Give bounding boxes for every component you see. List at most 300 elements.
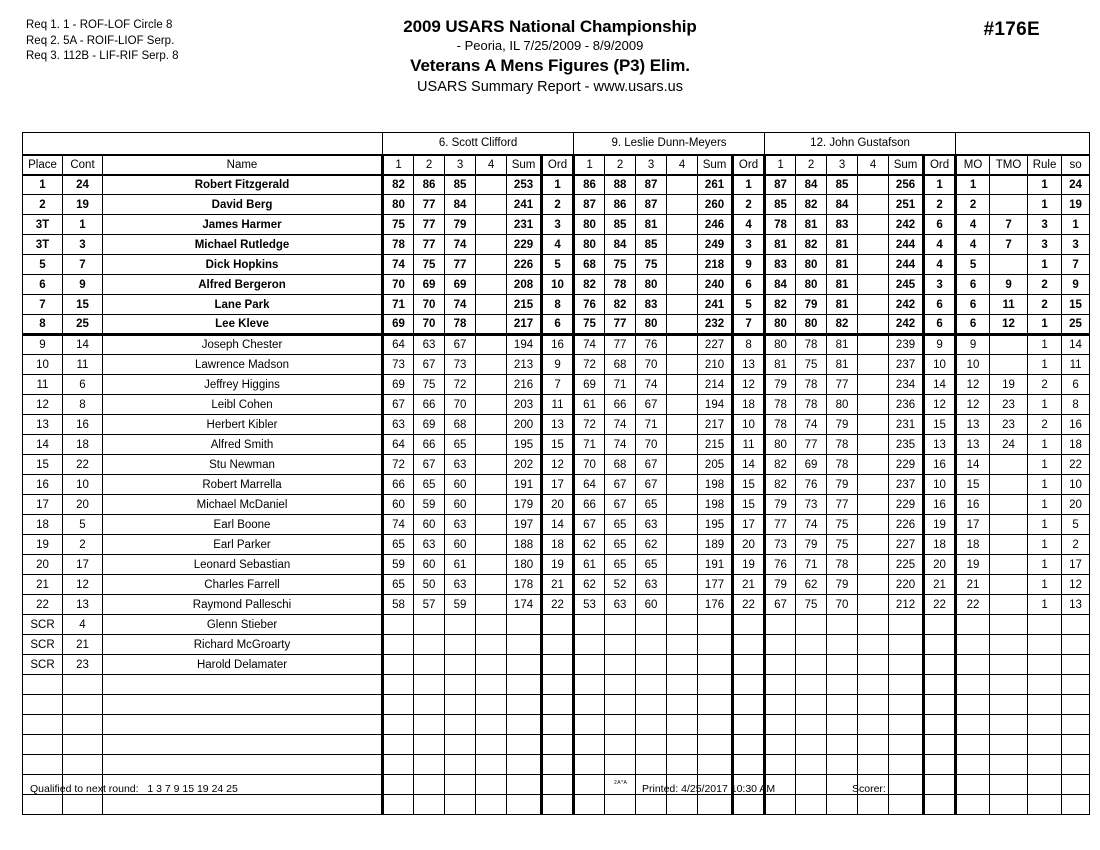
cell-j3-fig2: 69 — [796, 455, 827, 475]
cell-j3-fig3: 80 — [827, 395, 858, 415]
table-row[interactable] — [23, 555, 1090, 575]
cell-rule: 1 — [1028, 355, 1062, 375]
cell-j1-fig1 — [383, 735, 414, 755]
cell-j2-sum — [698, 795, 733, 815]
cell-j3-ord — [924, 695, 956, 715]
col-header-j3-ord: Ord — [924, 155, 956, 175]
cell-cont: 16 — [63, 415, 103, 435]
cell-j1-fig1: 73 — [383, 355, 414, 375]
cell-j3-fig3 — [827, 755, 858, 775]
cell-name: Earl Boone — [103, 515, 383, 535]
cell-name: Michael McDaniel — [103, 495, 383, 515]
cell-j3-fig3: 75 — [827, 515, 858, 535]
cell-j1-fig1: 75 — [383, 215, 414, 235]
cell-j2-fig4 — [667, 175, 698, 195]
cell-j2-fig4 — [667, 355, 698, 375]
cell-j1-fig4 — [476, 695, 507, 715]
cell-j2-sum — [698, 695, 733, 715]
cell-j3-fig2: 78 — [796, 395, 827, 415]
cell-j1-sum: 208 — [507, 275, 542, 295]
cell-j2-fig2: 63 — [605, 595, 636, 615]
cell-j2-fig1: 66 — [574, 495, 605, 515]
cell-j1-ord: 15 — [542, 435, 574, 455]
table-row[interactable] — [23, 675, 1090, 695]
cell-j1-sum: 215 — [507, 295, 542, 315]
cell-j2-fig4 — [667, 335, 698, 355]
cell-tmo — [990, 555, 1028, 575]
cell-j2-ord: 10 — [733, 415, 765, 435]
cell-name: Glenn Stieber — [103, 615, 383, 635]
cell-j3-fig4 — [858, 355, 889, 375]
cell-so: 22 — [1062, 455, 1090, 475]
cell-rule — [1028, 715, 1062, 735]
table-row[interactable] — [23, 695, 1090, 715]
cell-j3-fig2 — [796, 675, 827, 695]
requirement-line-1: Req 1. 1 - ROF-LOF Circle 8 — [26, 19, 173, 31]
cell-j3-fig4 — [858, 395, 889, 415]
cell-j3-fig4 — [858, 555, 889, 575]
cell-rule — [1028, 775, 1062, 795]
cell-mo — [956, 695, 990, 715]
table-row[interactable] — [23, 475, 1090, 495]
cell-rule: 1 — [1028, 535, 1062, 555]
cell-cont: 21 — [63, 635, 103, 655]
cell-j2-fig1: 69 — [574, 375, 605, 395]
cell-j3-fig4 — [858, 495, 889, 515]
cell-j1-fig1: 78 — [383, 235, 414, 255]
cell-j3-sum: 212 — [889, 595, 924, 615]
cell-j2-fig3: 67 — [636, 475, 667, 495]
cell-j2-fig4 — [667, 475, 698, 495]
cell-so — [1062, 775, 1090, 795]
table-row[interactable] — [23, 355, 1090, 375]
cell-j1-sum — [507, 735, 542, 755]
cell-mo: 21 — [956, 575, 990, 595]
cell-j1-fig2 — [414, 775, 445, 795]
cell-j1-ord: 20 — [542, 495, 574, 515]
cell-j2-fig3: 87 — [636, 175, 667, 195]
table-row[interactable] — [23, 535, 1090, 555]
cell-j3-fig2: 77 — [796, 435, 827, 455]
cell-name: Robert Marrella — [103, 475, 383, 495]
cell-j3-fig2 — [796, 755, 827, 775]
col-header-tmo: TMO — [990, 155, 1028, 175]
cell-cont: 1 — [63, 215, 103, 235]
cell-j1-fig3: 60 — [445, 475, 476, 495]
cell-j2-ord: 21 — [733, 575, 765, 595]
cell-name: Michael Rutledge — [103, 235, 383, 255]
cell-j2-sum: 260 — [698, 195, 733, 215]
cell-name: David Berg — [103, 195, 383, 215]
cell-j2-ord — [733, 795, 765, 815]
cell-rule — [1028, 755, 1062, 775]
cell-j3-fig1 — [765, 795, 796, 815]
cell-j1-sum — [507, 715, 542, 735]
cell-so: 1 — [1062, 215, 1090, 235]
cell-j3-sum: 225 — [889, 555, 924, 575]
cell-j2-fig3: 67 — [636, 395, 667, 415]
qualified-numbers: 1 3 7 9 15 19 24 25 — [147, 783, 238, 795]
cell-rule: 1 — [1028, 595, 1062, 615]
cell-j1-fig4 — [476, 475, 507, 495]
cell-rule — [1028, 615, 1062, 635]
cell-j2-fig3 — [636, 655, 667, 675]
cell-j2-ord: 8 — [733, 335, 765, 355]
cell-so — [1062, 695, 1090, 715]
cell-j3-fig4 — [858, 595, 889, 615]
cell-j1-fig1 — [383, 615, 414, 635]
cell-j1-sum: 241 — [507, 195, 542, 215]
cell-so: 25 — [1062, 315, 1090, 335]
table-row[interactable] — [23, 495, 1090, 515]
table-row[interactable] — [23, 575, 1090, 595]
table-row[interactable] — [23, 235, 1090, 255]
cell-j2-fig3 — [636, 715, 667, 735]
cell-j3-fig4 — [858, 655, 889, 675]
cell-j3-fig3: 78 — [827, 455, 858, 475]
table-row[interactable] — [23, 295, 1090, 315]
cell-j3-ord: 19 — [924, 515, 956, 535]
cell-j2-fig1: 75 — [574, 315, 605, 335]
table-row[interactable] — [23, 215, 1090, 235]
cell-j3-fig2: 82 — [796, 195, 827, 215]
cell-j1-fig3 — [445, 735, 476, 755]
requirement-line-2: Req 2. 5A - ROIF-LIOF Serp. — [26, 34, 175, 47]
cell-place: 14 — [23, 435, 63, 455]
cell-cont: 25 — [63, 315, 103, 335]
cell-place: SCR — [23, 635, 63, 655]
cell-j2-ord: 14 — [733, 455, 765, 475]
cell-cont: 13 — [63, 595, 103, 615]
cell-j1-fig3: 60 — [445, 535, 476, 555]
cell-tmo — [990, 575, 1028, 595]
cell-j2-ord: 9 — [733, 255, 765, 275]
table-row[interactable] — [23, 655, 1090, 675]
results-table-body — [23, 133, 1090, 815]
cell-j1-fig1 — [383, 795, 414, 815]
cell-rule: 1 — [1028, 335, 1062, 355]
cell-j3-ord: 18 — [924, 535, 956, 555]
cell-j3-fig2: 79 — [796, 295, 827, 315]
cell-so: 19 — [1062, 195, 1090, 215]
cell-cont: 12 — [63, 575, 103, 595]
cell-j3-fig2 — [796, 715, 827, 735]
cell-j1-fig3: 63 — [445, 455, 476, 475]
cell-j2-fig2: 67 — [605, 475, 636, 495]
cell-j2-fig3: 63 — [636, 575, 667, 595]
cell-j3-fig2 — [796, 735, 827, 755]
cell-j2-ord: 18 — [733, 395, 765, 415]
cell-j2-fig4 — [667, 315, 698, 335]
table-row[interactable] — [23, 515, 1090, 535]
cell-j2-fig3 — [636, 795, 667, 815]
cell-j3-fig2 — [796, 695, 827, 715]
cell-rule — [1028, 695, 1062, 715]
cell-j3-fig1 — [765, 735, 796, 755]
table-row[interactable] — [23, 455, 1090, 475]
cell-j2-fig1 — [574, 715, 605, 735]
table-row[interactable] — [23, 415, 1090, 435]
cell-j2-fig4 — [667, 615, 698, 635]
cell-cont — [63, 675, 103, 695]
cell-name — [103, 795, 383, 815]
cell-j1-ord — [542, 755, 574, 775]
cell-j1-ord — [542, 655, 574, 675]
table-row[interactable] — [23, 375, 1090, 395]
cell-j3-fig2: 71 — [796, 555, 827, 575]
cell-mo: 18 — [956, 535, 990, 555]
cell-j3-fig3 — [827, 635, 858, 655]
cell-j3-sum: 242 — [889, 295, 924, 315]
cell-j3-ord: 4 — [924, 255, 956, 275]
cell-name: Harold Delamater — [103, 655, 383, 675]
cell-j3-fig2: 80 — [796, 275, 827, 295]
cell-j3-fig3: 84 — [827, 195, 858, 215]
cell-j2-ord: 3 — [733, 235, 765, 255]
cell-cont: 6 — [63, 375, 103, 395]
table-row[interactable] — [23, 715, 1090, 735]
cell-j2-sum: 214 — [698, 375, 733, 395]
cell-j3-fig3: 78 — [827, 435, 858, 455]
table-row[interactable] — [23, 755, 1090, 775]
cell-mo: 5 — [956, 255, 990, 275]
cell-cont: 5 — [63, 515, 103, 535]
cell-j1-fig3 — [445, 675, 476, 695]
cell-j2-fig3: 63 — [636, 515, 667, 535]
cell-mo: 19 — [956, 555, 990, 575]
cell-place — [23, 695, 63, 715]
cell-j3-ord: 14 — [924, 375, 956, 395]
cell-j1-fig2 — [414, 695, 445, 715]
requirement-line-3: Req 3. 112B - LIF-RIF Serp. 8 — [26, 50, 179, 62]
cell-j2-fig3: 75 — [636, 255, 667, 275]
cell-j1-fig2: 75 — [414, 375, 445, 395]
cell-j3-sum: 245 — [889, 275, 924, 295]
cell-j2-sum — [698, 735, 733, 755]
cell-name: Herbert Kibler — [103, 415, 383, 435]
cell-place: 3T — [23, 215, 63, 235]
cell-tmo — [990, 775, 1028, 795]
cell-cont: 19 — [63, 195, 103, 215]
cell-rule: 1 — [1028, 555, 1062, 575]
cell-j1-fig2: 66 — [414, 435, 445, 455]
cell-j2-fig4 — [667, 275, 698, 295]
cell-j1-fig4 — [476, 535, 507, 555]
cell-so — [1062, 755, 1090, 775]
cell-j2-fig2: 75 — [605, 255, 636, 275]
cell-rule: 1 — [1028, 255, 1062, 275]
cell-j2-fig1: 61 — [574, 555, 605, 575]
cell-j2-fig2 — [605, 615, 636, 635]
cell-j3-ord: 4 — [924, 235, 956, 255]
table-row[interactable] — [23, 255, 1090, 275]
cell-j1-ord: 8 — [542, 295, 574, 315]
cell-j1-fig2: 70 — [414, 295, 445, 315]
cell-tmo: 7 — [990, 235, 1028, 255]
cell-j3-fig3: 81 — [827, 255, 858, 275]
cell-j2-fig2: 65 — [605, 555, 636, 575]
cell-j2-fig1: 62 — [574, 535, 605, 555]
table-row[interactable] — [23, 615, 1090, 635]
cell-j3-fig4 — [858, 175, 889, 195]
cell-j1-sum: 178 — [507, 575, 542, 595]
cell-j1-fig3: 73 — [445, 355, 476, 375]
cell-j2-fig1 — [574, 695, 605, 715]
cell-j3-fig3: 78 — [827, 555, 858, 575]
cell-rule: 1 — [1028, 175, 1062, 195]
cell-j3-fig1: 82 — [765, 455, 796, 475]
cell-j1-fig4 — [476, 195, 507, 215]
cell-j1-fig4 — [476, 635, 507, 655]
cell-j2-fig1: 72 — [574, 355, 605, 375]
cell-j2-fig2: 52 — [605, 575, 636, 595]
cell-j3-fig1 — [765, 675, 796, 695]
cell-j3-fig2: 74 — [796, 515, 827, 535]
cell-j1-fig2: 75 — [414, 255, 445, 275]
cell-j1-ord: 4 — [542, 235, 574, 255]
cell-j3-fig3: 77 — [827, 495, 858, 515]
cell-tmo — [990, 255, 1028, 275]
cell-cont — [63, 695, 103, 715]
cell-j2-sum: 198 — [698, 475, 733, 495]
cell-j1-sum: 213 — [507, 355, 542, 375]
table-row[interactable] — [23, 435, 1090, 455]
cell-j2-fig1: 71 — [574, 435, 605, 455]
cell-j1-sum: 253 — [507, 175, 542, 195]
table-row[interactable] — [23, 395, 1090, 415]
table-row[interactable] — [23, 175, 1090, 195]
cell-mo: 13 — [956, 415, 990, 435]
col-header-j1-fig3: 3 — [445, 155, 476, 175]
table-row[interactable] — [23, 195, 1090, 215]
cell-place — [23, 755, 63, 775]
cell-j1-ord: 7 — [542, 375, 574, 395]
cell-j3-fig1: 87 — [765, 175, 796, 195]
cell-j1-sum — [507, 655, 542, 675]
cell-j3-fig2: 80 — [796, 315, 827, 335]
cell-j3-sum — [889, 795, 924, 815]
cell-mo — [956, 675, 990, 695]
cell-tmo — [990, 675, 1028, 695]
table-row[interactable] — [23, 735, 1090, 755]
cell-j1-fig4 — [476, 795, 507, 815]
cell-name: Raymond Palleschi — [103, 595, 383, 615]
cell-j2-fig1 — [574, 755, 605, 775]
cell-j2-ord: 17 — [733, 515, 765, 535]
table-row[interactable] — [23, 335, 1090, 355]
cell-j3-fig2 — [796, 655, 827, 675]
cell-j1-fig2: 60 — [414, 555, 445, 575]
col-header-j2-ord: Ord — [733, 155, 765, 175]
cell-j1-fig2: 77 — [414, 235, 445, 255]
cell-name: Joseph Chester — [103, 335, 383, 355]
cell-j3-fig1 — [765, 635, 796, 655]
cell-so: 17 — [1062, 555, 1090, 575]
cell-j2-sum — [698, 635, 733, 655]
cell-rule: 1 — [1028, 575, 1062, 595]
cell-j1-fig4 — [476, 735, 507, 755]
cell-cont: 18 — [63, 435, 103, 455]
cell-place: 8 — [23, 315, 63, 335]
cell-j3-fig2: 78 — [796, 375, 827, 395]
cell-j3-sum: 236 — [889, 395, 924, 415]
cell-so: 24 — [1062, 175, 1090, 195]
cell-mo: 10 — [956, 355, 990, 375]
cell-j3-ord: 16 — [924, 495, 956, 515]
cell-j2-sum: 218 — [698, 255, 733, 275]
cell-j1-fig1: 69 — [383, 375, 414, 395]
cell-j2-fig1: 62 — [574, 575, 605, 595]
cell-j1-sum: 180 — [507, 555, 542, 575]
cell-mo: 6 — [956, 295, 990, 315]
cell-j2-sum: 195 — [698, 515, 733, 535]
cell-j3-fig2: 75 — [796, 595, 827, 615]
cell-j1-fig2: 63 — [414, 335, 445, 355]
cell-j1-fig3: 77 — [445, 255, 476, 275]
cell-j2-sum — [698, 755, 733, 775]
cell-j1-ord — [542, 635, 574, 655]
table-row[interactable] — [23, 275, 1090, 295]
cell-j2-sum: 177 — [698, 575, 733, 595]
cell-j2-fig4 — [667, 635, 698, 655]
cell-j2-fig4 — [667, 515, 698, 535]
cell-place: 9 — [23, 335, 63, 355]
event-location-date: - Peoria, IL 7/25/2009 - 8/9/2009 — [456, 38, 644, 53]
cell-j1-sum: 188 — [507, 535, 542, 555]
cell-j2-fig2: 85 — [605, 215, 636, 235]
table-row[interactable] — [23, 595, 1090, 615]
cell-j2-sum: 198 — [698, 495, 733, 515]
cell-j1-fig2: 59 — [414, 495, 445, 515]
cell-j2-fig3: 62 — [636, 535, 667, 555]
cell-rule: 2 — [1028, 415, 1062, 435]
table-row[interactable] — [23, 795, 1090, 815]
cell-j1-fig2: 65 — [414, 475, 445, 495]
cell-j2-fig3: 70 — [636, 355, 667, 375]
cell-j1-fig3: 70 — [445, 395, 476, 415]
cell-tmo — [990, 175, 1028, 195]
judge-banner-row — [23, 133, 1090, 155]
table-row[interactable] — [23, 635, 1090, 655]
cell-j3-fig1: 84 — [765, 275, 796, 295]
cell-j2-fig4 — [667, 195, 698, 215]
cell-tmo — [990, 535, 1028, 555]
cell-cont: 4 — [63, 615, 103, 635]
cell-j1-ord: 9 — [542, 355, 574, 375]
cell-j1-fig3: 59 — [445, 595, 476, 615]
cell-j2-fig2: 66 — [605, 395, 636, 415]
cell-j3-fig1 — [765, 695, 796, 715]
cell-tmo — [990, 635, 1028, 655]
cell-j2-fig2 — [605, 635, 636, 655]
cell-j1-fig3: 60 — [445, 495, 476, 515]
cell-j2-ord — [733, 735, 765, 755]
cell-j3-fig3 — [827, 735, 858, 755]
cell-j2-fig2 — [605, 675, 636, 695]
cell-j1-ord: 10 — [542, 275, 574, 295]
table-row[interactable] — [23, 315, 1090, 335]
cell-tmo: 19 — [990, 375, 1028, 395]
cell-j3-ord: 10 — [924, 475, 956, 495]
cell-j3-fig1: 73 — [765, 535, 796, 555]
cell-j1-fig1: 71 — [383, 295, 414, 315]
col-header-j3-fig3: 3 — [827, 155, 858, 175]
cell-j2-fig4 — [667, 695, 698, 715]
cell-j3-sum: 234 — [889, 375, 924, 395]
cell-j3-fig2: 74 — [796, 415, 827, 435]
cell-j3-fig1: 80 — [765, 435, 796, 455]
cell-j2-ord — [733, 755, 765, 775]
